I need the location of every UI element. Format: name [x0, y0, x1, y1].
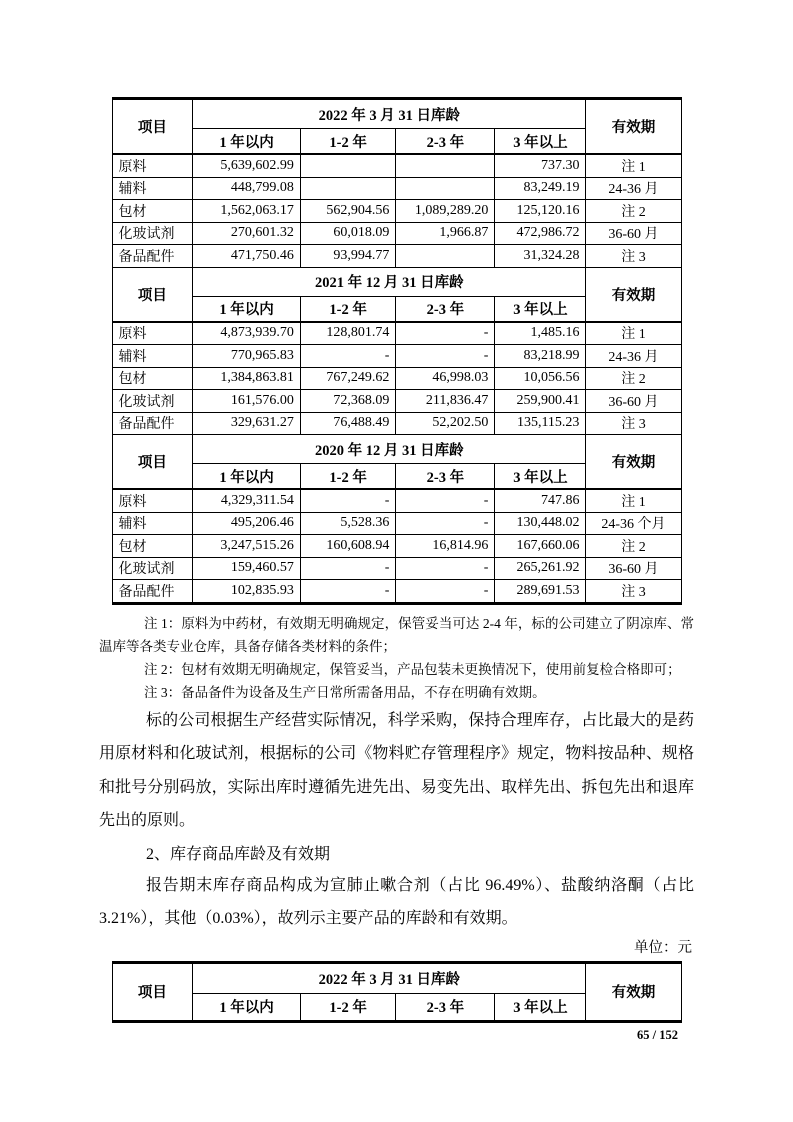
table-row [112, 245, 681, 268]
note-1: 注 1：原料为中药材，有效期无明确规定，保管妥当可达 2-4 年，标的公司建立了阴凉库、常温库等各类专业仓库，具备存储各类材料的条件； [99, 615, 694, 654]
amount-cell: 5,528.36 [300, 512, 396, 535]
table-row [112, 489, 681, 512]
item-column-header: 项目 [112, 962, 193, 1021]
amount-cell: 737.30 [495, 154, 586, 177]
table-row [112, 557, 681, 580]
amount-cell: 76,488.49 [300, 412, 396, 435]
amount-cell: - [396, 322, 495, 345]
amount-cell: 562,904.56 [300, 200, 396, 223]
item-cell: 原料 [112, 322, 193, 345]
validity-cell: 注 2 [586, 367, 681, 390]
amount-cell: 161,576.00 [193, 390, 301, 413]
amount-cell: 270,601.32 [193, 222, 301, 245]
item-cell: 包材 [112, 200, 193, 223]
age-bucket-header: 3 年以上 [495, 296, 586, 322]
validity-cell: 24-36 月 [586, 177, 681, 200]
item-cell: 备品配件 [112, 245, 193, 268]
amount-cell: 767,249.62 [300, 367, 396, 390]
amount-cell: 289,691.53 [495, 580, 586, 604]
amount-cell: 83,249.19 [495, 177, 586, 200]
amount-cell: 5,639,602.99 [193, 154, 301, 177]
amount-cell [300, 154, 396, 177]
validity-column-header: 有效期 [586, 962, 681, 1021]
raw-material-aging-table [112, 97, 682, 605]
table-row [112, 177, 681, 200]
table-row [112, 345, 681, 368]
validity-cell: 24-36 个月 [586, 512, 681, 535]
finished-goods-aging-table-header [112, 961, 682, 1023]
amount-cell: 125,120.16 [495, 200, 586, 223]
validity-column-header: 有效期 [586, 99, 681, 155]
amount-cell: - [300, 489, 396, 512]
amount-cell [300, 177, 396, 200]
age-bucket-header: 2-3 年 [396, 296, 495, 322]
table-row [112, 535, 681, 558]
item-column-header: 项目 [112, 267, 193, 322]
item-cell: 原料 [112, 489, 193, 512]
amount-cell: - [396, 557, 495, 580]
table-row [112, 367, 681, 390]
amount-cell: 1,485.16 [495, 322, 586, 345]
item-cell: 原料 [112, 154, 193, 177]
table-row [112, 580, 681, 604]
age-bucket-header: 2-3 年 [396, 993, 495, 1021]
table-row [112, 200, 681, 223]
validity-cell: 注 3 [586, 245, 681, 268]
validity-cell: 36-60 月 [586, 390, 681, 413]
age-bucket-header: 1 年以内 [193, 129, 301, 155]
amount-cell: 472,986.72 [495, 222, 586, 245]
amount-cell: 93,994.77 [300, 245, 396, 268]
table-row [112, 512, 681, 535]
amount-cell: - [396, 489, 495, 512]
validity-cell: 注 3 [586, 580, 681, 604]
amount-cell: 72,368.09 [300, 390, 396, 413]
amount-cell [396, 245, 495, 268]
amount-cell: 495,206.46 [193, 512, 301, 535]
unit-label: 单位：元 [634, 939, 692, 956]
validity-cell: 注 1 [586, 322, 681, 345]
amount-cell: 1,562,063.17 [193, 200, 301, 223]
age-bucket-header: 2-3 年 [396, 129, 495, 155]
age-bucket-header: 1-2 年 [300, 464, 396, 490]
paragraph-finished-goods: 报告期末库存商品构成为宣肺止嗽合剂（占比 96.49%）、盐酸纳洛酮（占比 3.21%），其他（0.03%），故列示主要产品的库龄和有效期。 [99, 876, 694, 927]
table-notes [99, 612, 694, 704]
age-bucket-header: 3 年以上 [495, 464, 586, 490]
item-cell: 备品配件 [112, 580, 193, 604]
paragraph-inventory-policy: 标的公司根据生产经营实际情况，科学采购，保持合理库存，占比最大的是药用原材料和化玻试剂，根据标的公司《物料贮存管理程序》规定，物料按品种、规格和批号分别码放，实际出库时遵循先进先出、易变先出、取样先出、拆包先出和退库先出的原则。 [99, 711, 694, 829]
amount-cell: - [300, 557, 396, 580]
amount-cell: 211,836.47 [396, 390, 495, 413]
age-bucket-header: 1-2 年 [300, 993, 396, 1021]
validity-cell: 36-60 月 [586, 222, 681, 245]
note-3: 注 3：备品备件为设备及生产日常所需备用品，不存在明确有效期。 [144, 684, 546, 700]
validity-cell: 注 3 [586, 412, 681, 435]
validity-cell: 注 2 [586, 535, 681, 558]
section-heading: 2、库存商品库龄及有效期 [146, 845, 331, 863]
amount-cell: 167,660.06 [495, 535, 586, 558]
age-bucket-header: 1 年以内 [193, 993, 301, 1021]
amount-cell: 16,814.96 [396, 535, 495, 558]
age-bucket-header: 3 年以上 [495, 993, 586, 1021]
age-bucket-header: 1-2 年 [300, 296, 396, 322]
amount-cell: - [300, 580, 396, 604]
amount-cell: 130,448.02 [495, 512, 586, 535]
validity-cell: 24-36 月 [586, 345, 681, 368]
validity-cell: 36-60 月 [586, 557, 681, 580]
amount-cell: - [396, 345, 495, 368]
age-bucket-header: 1 年以内 [193, 296, 301, 322]
period-header-cell: 2021 年 12 月 31 日库龄 [193, 267, 586, 296]
item-cell: 包材 [112, 367, 193, 390]
amount-cell: 46,998.03 [396, 367, 495, 390]
amount-cell: 448,799.08 [193, 177, 301, 200]
amount-cell: - [396, 512, 495, 535]
validity-cell: 注 2 [586, 200, 681, 223]
amount-cell: 135,115.23 [495, 412, 586, 435]
amount-cell: 4,329,311.54 [193, 489, 301, 512]
age-bucket-header: 2-3 年 [396, 464, 495, 490]
item-cell: 辅料 [112, 512, 193, 535]
amount-cell: 265,261.92 [495, 557, 586, 580]
validity-cell: 注 1 [586, 489, 681, 512]
amount-cell: 747.86 [495, 489, 586, 512]
table-row [112, 390, 681, 413]
item-cell: 包材 [112, 535, 193, 558]
note-2: 注 2：包材有效期无明确规定，保管妥当，产品包装未更换情况下，使用前复检合格即可； [144, 661, 681, 677]
amount-cell: 259,900.41 [495, 390, 586, 413]
amount-cell: 10,056.56 [495, 367, 586, 390]
amount-cell: 52,202.50 [396, 412, 495, 435]
amount-cell: 102,835.93 [193, 580, 301, 604]
age-bucket-header: 1-2 年 [300, 129, 396, 155]
amount-cell [396, 177, 495, 200]
period-header-cell: 2020 年 12 月 31 日库龄 [193, 435, 586, 464]
table-row [112, 154, 681, 177]
amount-cell: 83,218.99 [495, 345, 586, 368]
amount-cell: 1,384,863.81 [193, 367, 301, 390]
period-header-cell: 2022 年 3 月 31 日库龄 [193, 962, 586, 993]
item-cell: 辅料 [112, 345, 193, 368]
amount-cell: 3,247,515.26 [193, 535, 301, 558]
amount-cell: - [396, 580, 495, 604]
amount-cell: - [300, 345, 396, 368]
page-number: 65 / 152 [637, 1028, 678, 1042]
validity-cell: 注 1 [586, 154, 681, 177]
amount-cell: 128,801.74 [300, 322, 396, 345]
amount-cell: 329,631.27 [193, 412, 301, 435]
validity-column-header: 有效期 [586, 435, 681, 490]
table-row [112, 222, 681, 245]
item-cell: 化玻试剂 [112, 557, 193, 580]
item-cell: 化玻试剂 [112, 390, 193, 413]
age-bucket-header: 1 年以内 [193, 464, 301, 490]
item-cell: 备品配件 [112, 412, 193, 435]
amount-cell: 770,965.83 [193, 345, 301, 368]
page-content [99, 0, 694, 1023]
amount-cell: 160,608.94 [300, 535, 396, 558]
amount-cell: 159,460.57 [193, 557, 301, 580]
item-column-header: 项目 [112, 99, 193, 155]
age-bucket-header: 3 年以上 [495, 129, 586, 155]
item-cell: 辅料 [112, 177, 193, 200]
amount-cell: 60,018.09 [300, 222, 396, 245]
amount-cell: 471,750.46 [193, 245, 301, 268]
table-row [112, 322, 681, 345]
amount-cell: 31,324.28 [495, 245, 586, 268]
item-cell: 化玻试剂 [112, 222, 193, 245]
period-header-cell: 2022 年 3 月 31 日库龄 [193, 99, 586, 129]
amount-cell: 1,966.87 [396, 222, 495, 245]
amount-cell: 4,873,939.70 [193, 322, 301, 345]
validity-column-header: 有效期 [586, 267, 681, 322]
amount-cell [396, 154, 495, 177]
amount-cell: 1,089,289.20 [396, 200, 495, 223]
item-column-header: 项目 [112, 435, 193, 490]
table-row [112, 412, 681, 435]
